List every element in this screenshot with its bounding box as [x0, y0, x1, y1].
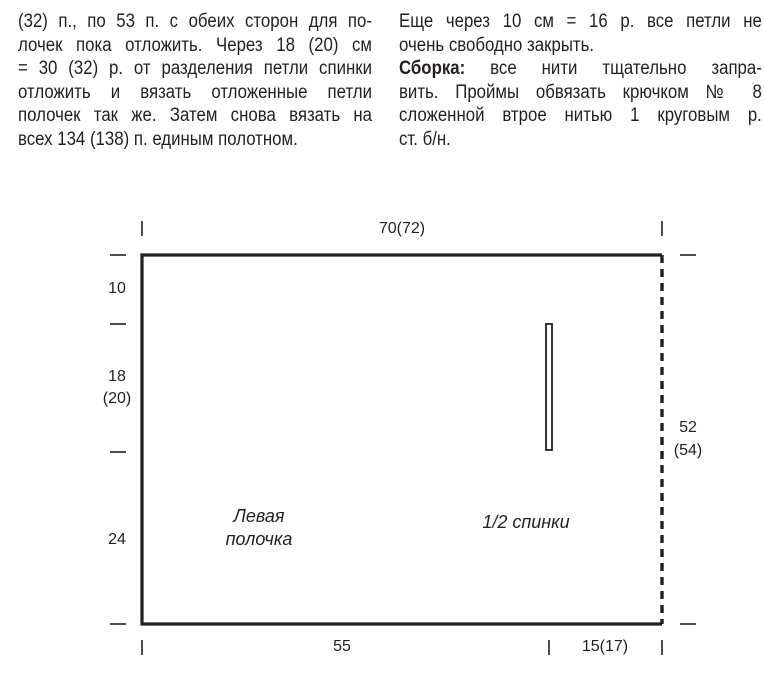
text-line: отложить и вязать отложенные петли — [18, 81, 372, 103]
left-dim-top: 10 — [108, 280, 126, 297]
width-top-label: 70(72) — [378, 220, 426, 237]
garment-outline — [142, 255, 662, 624]
text-line: ст. б/н. — [399, 128, 451, 150]
text-line: (32) п., по 53 п. с обеих сторон для по- — [18, 11, 372, 32]
half-back-label: 1/2 спинки — [482, 512, 570, 532]
text-line: = 30 (32) р. от разделения петли спинки — [18, 58, 372, 80]
text-line: очень свободно закрыть. — [399, 34, 595, 56]
text-line: полочек так же. Затем снова вязать на — [18, 105, 372, 127]
text-line: всех 134 (138) п. единым полотном. — [18, 128, 298, 150]
right-dim-b: (54) — [673, 442, 703, 459]
right-dim-a: 52 — [679, 419, 697, 436]
text-line: лочек пока отложить. Через 18 (20) см — [18, 34, 372, 56]
bottom-dim-right: 15(17) — [581, 638, 629, 655]
text-line: вить. Проймы обвязать крючком № 8 — [399, 81, 762, 103]
left-front-label-line1: Левая — [233, 506, 285, 526]
left-front-label-line2: полочка — [225, 529, 293, 549]
armhole-slit — [546, 324, 552, 450]
left-dim-bottom: 24 — [108, 531, 126, 548]
text-line: сложенной втрое нитью 1 круговым р. — [399, 105, 762, 127]
left-dim-middle-a: 18 — [108, 368, 126, 385]
bottom-dim-left: 55 — [333, 638, 351, 655]
text-line: Еще через 10 см = 16 р. все петли не — [399, 11, 762, 32]
text-fragment: все нити тщательно запра- — [465, 58, 762, 80]
left-dim-middle-b: (20) — [102, 390, 132, 407]
assembly-heading: Сборка: — [399, 58, 466, 80]
